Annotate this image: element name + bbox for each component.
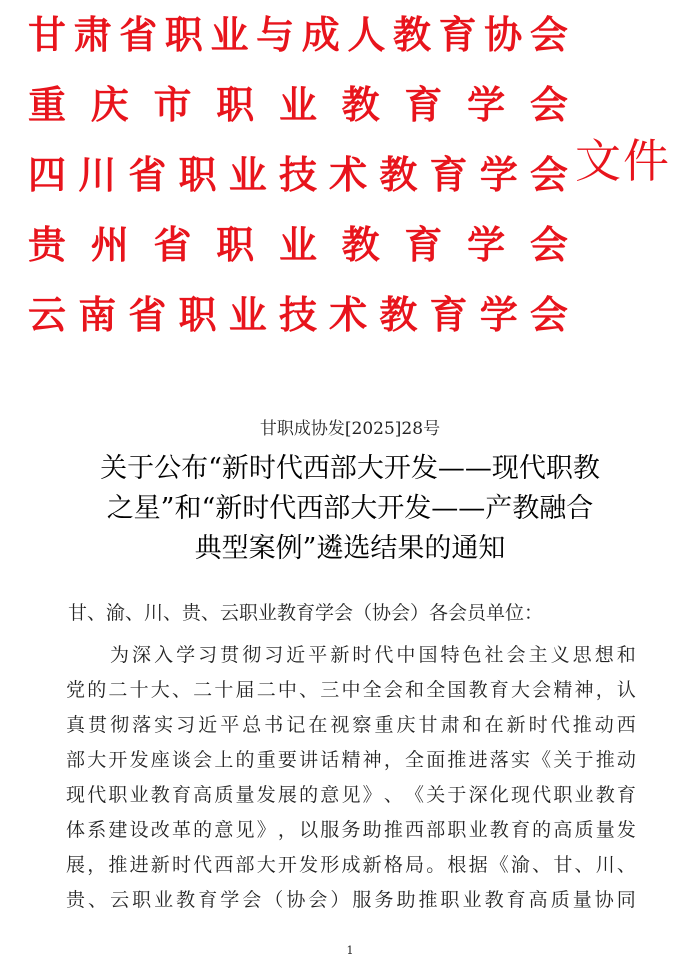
title-line-1: 关于公布“新时代西部大开发——现代职教 <box>100 453 600 484</box>
page-number: 1 <box>346 944 354 957</box>
issuing-organizations <box>28 12 568 362</box>
org-name-chongqing: 重 庆 市 职 业 教 育 学 会 <box>28 82 568 127</box>
org-name-sichuan: 四 川 省 职 业 技 术 教 育 学 会 <box>28 152 568 197</box>
body-paragraph <box>66 638 636 918</box>
body-line: 体 系 建 设 改 革 的 意 见 》 ， 以 服 务 助 推 西 部 职 业 教 育 的 高 质 量 发 <box>66 819 636 841</box>
body-line: 党 的 二 十 大 、 二 十 届 二 中 、 三 中 全 会 和 全 国 教 育 大 会 精 神 ， 认 <box>66 679 636 701</box>
body-line: 贵 、 云 职 业 教 育 学 会 （ 协 会 ） 服 务 助 推 职 业 教 育 高 质 量 协 同 <box>66 889 636 911</box>
document-title <box>60 449 640 569</box>
recipients-salutation: 甘、渝、川、贵、云职业教育学会（协会）各会员单位： <box>68 602 544 624</box>
document-type-label: 文件 <box>575 134 671 188</box>
org-name-gansu: 甘 肃 省 职 业 与 成 人 教 育 协 会 <box>28 12 568 57</box>
org-name-guizhou: 贵 州 省 职 业 教 育 学 会 <box>28 222 568 267</box>
body-line: 真 贯 彻 落 实 习 近 平 总 书 记 在 视 察 重 庆 甘 肃 和 在 新 时 代 推 动 西 <box>66 714 636 736</box>
body-line: 部 大 开 发 座 谈 会 上 的 重 要 讲 话 精 神 ， 全 面 推 进 落 实 《 关 于 推 动 <box>66 749 636 771</box>
body-line: 为 深 入 学 习 贯 彻 习 近 平 新 时 代 中 国 特 色 社 会 主 义 思 想 和 <box>110 644 636 666</box>
body-line: 现 代 职 业 教 育 高 质 量 发 展 的 意 见 》 、 《 关 于 深 化 现 代 职 业 教 育 <box>66 784 636 806</box>
document-number: 甘职成协发[2025]28号 <box>259 419 441 439</box>
org-name-yunnan: 云 南 省 职 业 技 术 教 育 学 会 <box>28 292 568 337</box>
title-line-2: 之星”和“新时代西部大开发——产教融合 <box>106 493 594 524</box>
body-line: 展 ， 推 进 新 时 代 西 部 大 开 发 形 成 新 格 局 。 根 据 《 渝 、 甘 、 川 、 <box>66 854 636 876</box>
title-line-3: 典型案例”遴选结果的通知 <box>194 533 506 564</box>
